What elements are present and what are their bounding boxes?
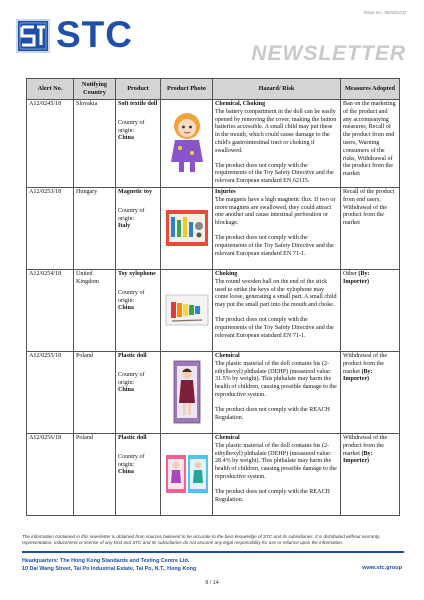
table-row xyxy=(27,100,400,188)
measures-cell xyxy=(341,433,400,515)
alerts-table xyxy=(26,78,400,516)
alert-no-cell: A12/0253/18 xyxy=(27,187,74,269)
product-photo-cell xyxy=(161,100,213,188)
issue-number: Issue no.: 05/18/1CD xyxy=(363,10,406,15)
origin-label: Country of origin: xyxy=(118,289,145,304)
stc-logo xyxy=(16,14,140,55)
website-link[interactable]: www.stc.group xyxy=(362,565,402,571)
compliance-note: The product does not comply with the requirements of the Toy Safety Directive and the relevant European standard EN 71-1. xyxy=(215,234,334,257)
alert-no-cell: A12/0256/18 xyxy=(27,433,74,515)
origin-label: Country of origin: xyxy=(118,453,145,468)
product-cell xyxy=(116,100,161,188)
compliance-note: The product does not comply with the REACH Regulation. xyxy=(215,488,330,503)
product-photo-cell xyxy=(161,187,213,269)
origin-value: Italy xyxy=(118,223,131,230)
measures-importer-note: (By: Importer) xyxy=(343,368,373,383)
stc-emblem-icon xyxy=(16,19,50,53)
compliance-note: The product does not comply with the requirements of the Toy Safety Directive and the relevant European standard EN 62115. xyxy=(215,162,334,185)
page-number: 9 / 14 xyxy=(205,580,219,586)
alert-no-cell: A12/0245/18 xyxy=(27,100,74,188)
header-alert-no: Alert No. xyxy=(27,79,74,100)
hazard-description: The battery compartment in the doll can be easily opened by removing the cover, making the button batteries accessible. A small child may put these in the mouth, which could cause damage to the child's gastrointestinal tract or choking if swallowed. xyxy=(215,108,337,154)
country-cell: United Kingdom xyxy=(74,269,116,351)
origin-value: China xyxy=(118,469,134,476)
compliance-note: The product does not comply with the requirements of the Toy Safety Directive and the relevant European standard EN 71-1. xyxy=(215,316,334,339)
compliance-note: The product does not comply with the REACH Regulation. xyxy=(215,406,330,421)
hazard-description: The plastic material of the doll contains bis (2-ethylhexyl) phthalate (DEHP) (measured value: 28.4% by weight). This phthalate may harm the health of children, causing possible damage to the reproductive system. xyxy=(215,442,337,480)
origin-label: Country of origin: xyxy=(118,371,145,386)
xylophone-box-icon xyxy=(164,293,210,327)
country-cell: Slovakia xyxy=(74,100,116,188)
hazard-cell xyxy=(213,433,341,515)
alert-no-cell: A12/0255/18 xyxy=(27,351,74,433)
measures-text: Recall of the product from end users, Withdrawal of the product from the market xyxy=(343,188,395,227)
header-hazard-risk: Hazard/ Risk xyxy=(213,79,341,100)
hazard-title: Injuries xyxy=(215,188,236,195)
measures-importer-note: (By: Importer) xyxy=(343,270,370,285)
hazard-cell xyxy=(213,351,341,433)
hazard-cell xyxy=(213,187,341,269)
measures-text: Ban on the marketing of the product and any accompanying measures, Recall of the product from end users, Warning consumers of the risks, Withdrawal of the product from the market xyxy=(343,101,396,178)
table-row xyxy=(27,433,400,515)
measures-text: Other xyxy=(343,270,357,277)
product-photo-cell xyxy=(161,433,213,515)
origin-label: Country of origin: xyxy=(118,207,145,222)
product-name: Toy xylophone xyxy=(118,270,156,277)
boxed-dolls-set-icon xyxy=(164,451,210,497)
product-cell xyxy=(116,269,161,351)
header-product: Product xyxy=(116,79,161,100)
country-cell: Poland xyxy=(74,433,116,515)
product-name: Soft textile doll xyxy=(118,101,158,107)
disclaimer-text: The information contained in this newsletter is obtained from sources believed to be accurate to the best knowledge of STC and its subsidiaries. It is distributed without warranty, representation, inducement or license of any kind and STC and its subsidiaries do not assume any legal responsibility for use or reliance upon the information. xyxy=(22,534,381,545)
measures-cell xyxy=(341,187,400,269)
measures-importer-note: (By: Importer) xyxy=(343,450,373,465)
hazard-description: The round wooden ball on the end of the stick used to strike the keys of the xylophone may come loose, generating a small part. A small child may put the small part into the mouth and choke. xyxy=(215,278,337,309)
origin-value: China xyxy=(118,135,134,142)
origin-value: China xyxy=(118,305,134,312)
hazard-title: Chemical xyxy=(215,434,240,441)
header-measures-adopted: Measures Adopted xyxy=(341,79,400,100)
purple-doll-icon xyxy=(165,110,209,176)
origin-value: China xyxy=(118,387,134,394)
measures-text: Withdrawal of the product from the market xyxy=(343,434,388,457)
logo-text: STC xyxy=(56,14,133,55)
hazard-cell xyxy=(213,100,341,188)
product-cell xyxy=(116,433,161,515)
table-row xyxy=(27,269,400,351)
boxed-doll-icon xyxy=(172,359,202,425)
header-notifying-country: Notifying Country xyxy=(74,79,116,100)
hazard-title: Chemical, Choking xyxy=(215,101,266,107)
table-header-row xyxy=(27,79,400,100)
measures-cell xyxy=(341,100,400,188)
hazard-cell xyxy=(213,269,341,351)
country-cell: Poland xyxy=(74,351,116,433)
alert-no-cell: A12/0254/18 xyxy=(27,269,74,351)
product-name: Magnetic toy xyxy=(118,188,153,195)
hazard-description: The magnets have a high magnetic flux. If two or more magnets are swallowed, they could attract one another and cause intestinal perforation or blockage. xyxy=(215,196,336,227)
product-cell xyxy=(116,351,161,433)
product-photo-cell xyxy=(161,351,213,433)
table-row xyxy=(27,351,400,433)
origin-label: Country of origin: xyxy=(118,119,145,134)
footer-divider xyxy=(22,551,404,553)
hazard-title: Chemical xyxy=(215,352,240,359)
newsletter-title: NEWSLETTER xyxy=(251,42,406,65)
product-name: Plastic doll xyxy=(118,434,147,441)
product-name: Plastic doll xyxy=(118,352,147,359)
hazard-title: Choking xyxy=(215,270,238,277)
product-cell xyxy=(116,187,161,269)
table-row xyxy=(27,187,400,269)
product-photo-cell xyxy=(161,269,213,351)
headquarters-address: 10 Dai Wang Street, Tai Po Industrial Estate, Tai Po, N.T., Hong Kong xyxy=(22,565,197,572)
headquarters-name: Headquarters: The Hong Kong Standards and Testing Centre Ltd. xyxy=(22,558,190,564)
measures-cell xyxy=(341,269,400,351)
country-cell: Hungary xyxy=(74,187,116,269)
measures-cell xyxy=(341,351,400,433)
headquarters-info xyxy=(22,558,196,574)
hazard-description: The plastic material of the doll contains bis (2-ethylhexyl) phthalate (DEHP) (measured value: 31.5% by weight). This phthalate may harm the health of children, causing possible damage to the reproductive system. xyxy=(215,360,337,398)
magnetic-toy-box-icon xyxy=(164,208,210,248)
header-product-photo: Product Photo xyxy=(161,79,213,100)
measures-text: Withdrawal of the product from the market xyxy=(343,352,388,375)
